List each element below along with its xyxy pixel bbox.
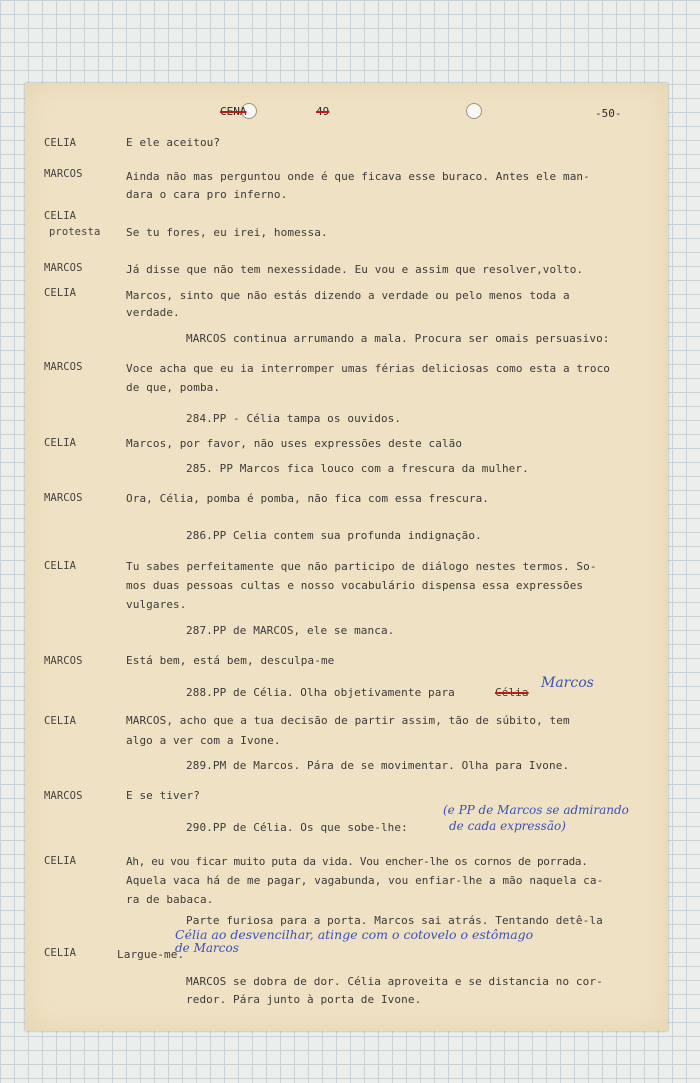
handwritten-note-line1: (e PP de Marcos se admirando — [443, 803, 629, 817]
dialogue-line: Aquela vaca há de me pagar, vagabunda, vou enfiar-lhe a mão naquela ca- — [126, 874, 604, 887]
dialogue-line: Voce acha que eu ia interromper umas férias deliciosas como esta a troco — [126, 362, 611, 375]
speaker-label: CELIA — [44, 855, 77, 867]
stage-direction: MARCOS continua arrumando a mala. Procura ser omais persuasivo: — [186, 332, 610, 345]
stage-direction: MARCOS se dobra de dor. Célia aproveita e se distancia no cor- — [186, 975, 603, 988]
speaker-label: CELIA — [44, 715, 77, 727]
stage-direction: 284.PP - Célia tampa os ouvidos. — [186, 412, 402, 425]
page-number: -50- — [595, 107, 622, 120]
speaker-label: MARCOS — [44, 790, 83, 802]
dialogue-line: Já disse que não tem nexessidade. Eu vou e assim que resolver,volto. — [126, 263, 584, 276]
handwritten-replacement: Marcos — [541, 675, 594, 691]
dialogue-line: Está bem, está bem, desculpa-me — [126, 654, 335, 667]
speaker-direction: protesta — [49, 226, 101, 238]
dialogue-line: Marcos, por favor, não uses expressões deste calão — [126, 437, 463, 450]
struck-word: Célia — [495, 686, 529, 699]
speaker-label: CELIA — [44, 210, 77, 222]
stage-direction: redor. Pára junto à porta de Ivone. — [186, 993, 422, 1006]
stage-direction: 287.PP de MARCOS, ele se manca. — [186, 624, 395, 637]
dialogue-line: Largue-me. — [117, 948, 185, 961]
dialogue-line: E ele aceitou? — [126, 136, 221, 149]
dialogue-line: Ora, Célia, pomba é pomba, não fica com essa frescura. — [126, 492, 490, 505]
dialogue-line: Ainda não mas perguntou onde é que ficava esse buraco. Antes ele man- — [126, 170, 590, 183]
dialogue-line: MARCOS, acho que a tua decisão de partir assim, tão de súbito, tem — [126, 714, 570, 727]
dialogue-line: dara o cara pro inferno. — [126, 188, 288, 201]
typescript-page — [25, 83, 668, 1031]
speaker-label: MARCOS — [44, 492, 83, 504]
dialogue-line: Se tu fores, eu irei, homessa. — [126, 226, 328, 239]
speaker-label: CELIA — [44, 437, 77, 449]
struck-scene-mark: CENA — [220, 105, 247, 118]
stage-direction: 285. PP Marcos fica louco com a frescura da mulher. — [186, 462, 529, 475]
dialogue-line: Marcos, sinto que não estás dizendo a verdade ou pelo menos toda a — [126, 289, 570, 302]
dialogue-line: vulgares. — [126, 598, 187, 611]
dialogue-line: ra de babaca. — [126, 893, 214, 906]
speaker-label: CELIA — [44, 560, 77, 572]
stage-direction: 290.PP de Célia. Os que sobe-lhe: — [186, 821, 408, 834]
dialogue-line: Tu sabes perfeitamente que não participo de diálogo nestes termos. So- — [126, 560, 597, 573]
dialogue-line: verdade. — [126, 306, 180, 319]
speaker-label: CELIA — [44, 947, 77, 959]
stage-direction: 288.PP de Célia. Olha objetivamente para — [186, 686, 455, 699]
dialogue-line: de que, pomba. — [126, 381, 221, 394]
speaker-label: CELIA — [44, 287, 77, 299]
handwritten-note-line2: de cada expressão) — [449, 819, 566, 833]
speaker-label: MARCOS — [44, 168, 83, 180]
speaker-label: MARCOS — [44, 361, 83, 373]
struck-old-page-number: 49 — [316, 105, 330, 118]
dialogue-line: E se tiver? — [126, 789, 200, 802]
dialogue-line: mos duas pessoas cultas e nosso vocabulário dispensa essa expressões — [126, 579, 584, 592]
stage-direction: 286.PP Celia contem sua profunda indignação. — [186, 529, 482, 542]
speaker-label: MARCOS — [44, 655, 83, 667]
handwritten-insert-line1: Célia ao desvencilhar, atinge com o cotovelo o estômago — [175, 927, 534, 942]
stage-direction: Parte furiosa para a porta. Marcos sai atrás. Tentando detê-la — [186, 914, 603, 927]
dialogue-line: algo a ver com a Ivone. — [126, 734, 281, 747]
punch-hole-right — [466, 103, 482, 119]
speaker-label: MARCOS — [44, 262, 83, 274]
stage-direction: 289.PM de Marcos. Pára de se movimentar. Olha para Ivone. — [186, 759, 570, 772]
handwritten-insert-line2: de Marcos — [175, 941, 239, 955]
dialogue-line: Ah, eu vou ficar muito puta da vida. Vou encher-lhe os cornos de porrada. — [126, 855, 588, 868]
speaker-label: CELIA — [44, 137, 77, 149]
